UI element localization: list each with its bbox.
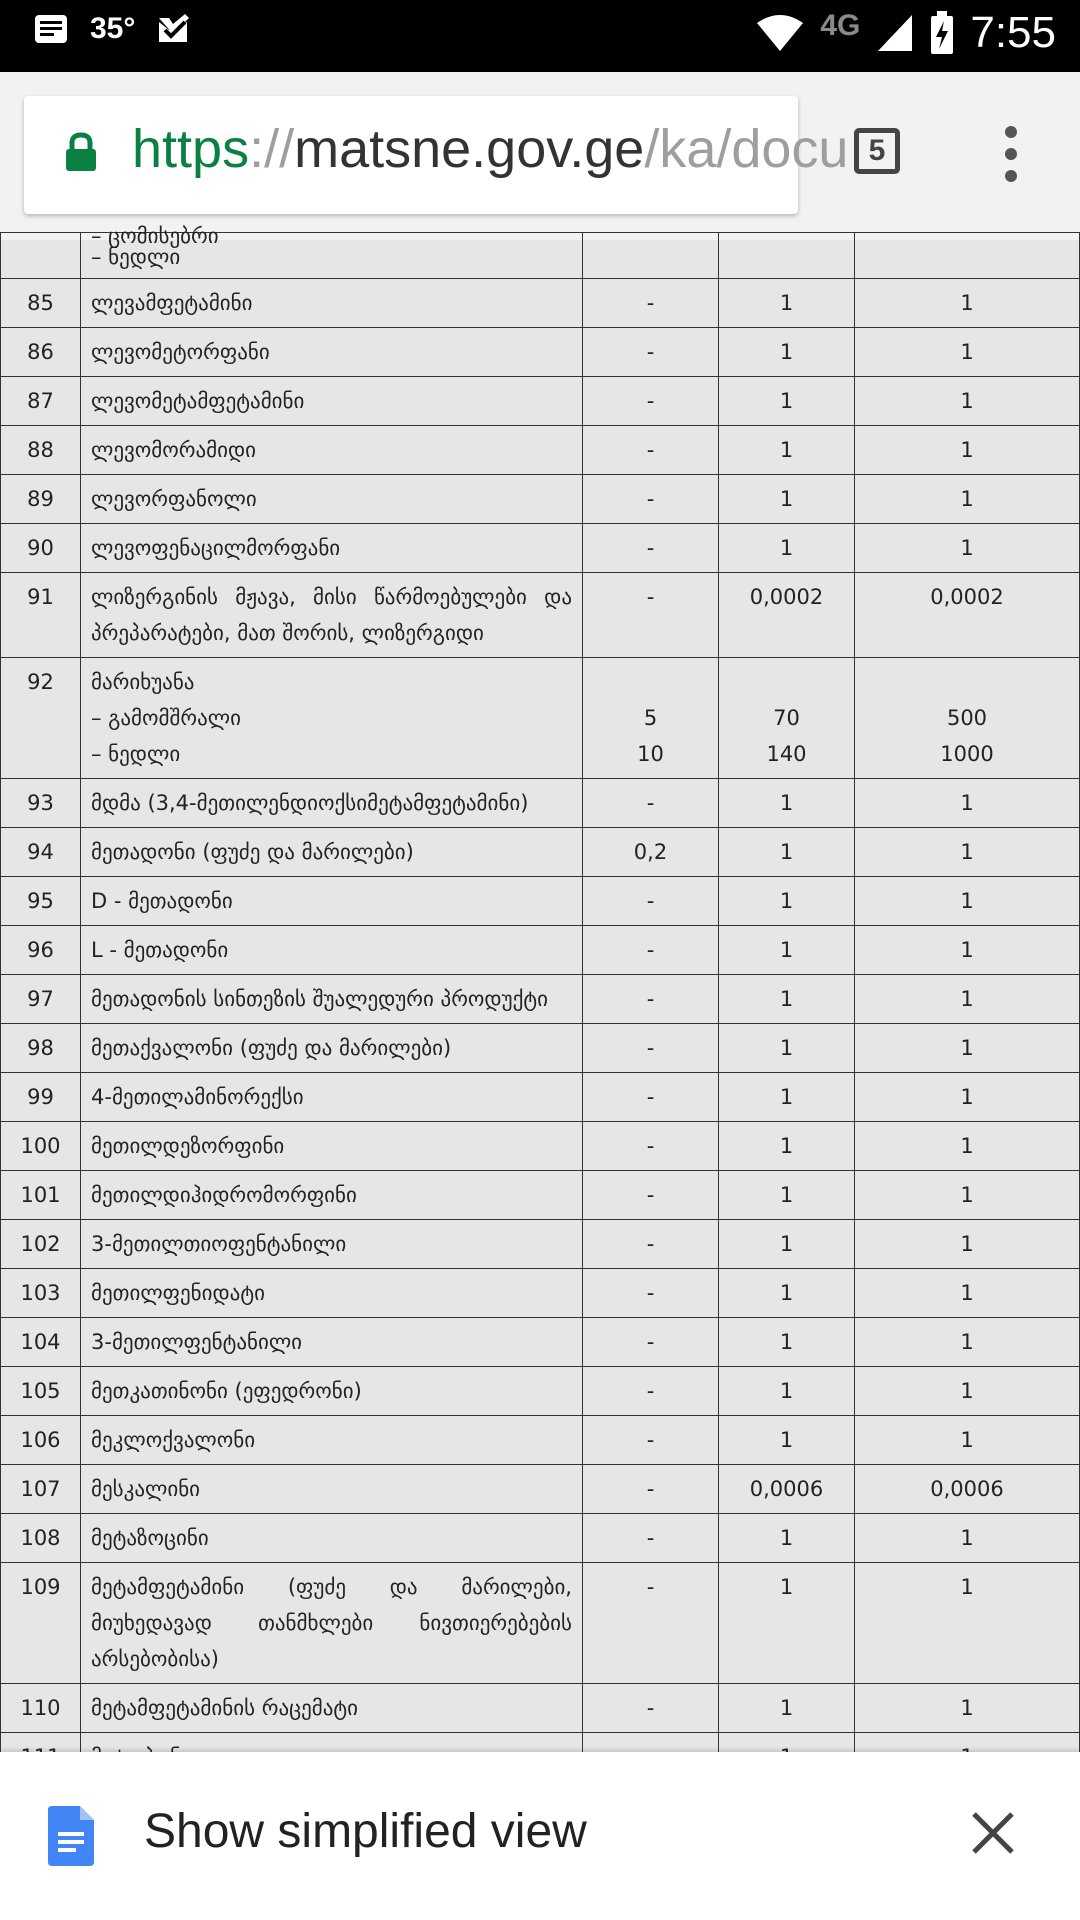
- row-number: 90: [1, 524, 81, 573]
- substance-name: ლევომეტორფანი: [81, 328, 583, 377]
- value-col2: 1: [719, 828, 855, 877]
- substance-name: ლიზერგინის მჟავა, მისი წარმოებულები და პრეპარატები, მათ შორის, ლიზერგიდი: [81, 573, 583, 658]
- menu-dot-icon: [1005, 126, 1017, 138]
- url-host: matsne.gov.ge: [294, 119, 645, 179]
- value-col2: 1: [719, 1684, 855, 1733]
- notification-doc-icon: [34, 14, 68, 44]
- value-col2: 1: [719, 1416, 855, 1465]
- value-col3: 1: [855, 1318, 1080, 1367]
- spacer: [729, 664, 844, 700]
- row-number: 86: [1, 328, 81, 377]
- value-col2: 1: [719, 279, 855, 328]
- table-row: [1, 1220, 1080, 1269]
- network-type: 4G: [820, 9, 861, 42]
- url-path: /ka/docu: [644, 119, 849, 179]
- check-icon: [157, 12, 191, 46]
- row-number: 103: [1, 1269, 81, 1318]
- value-raw: 1000: [940, 742, 994, 766]
- value-col3: 1: [855, 1367, 1080, 1416]
- value-col1: -: [583, 877, 719, 926]
- row-number: 92: [1, 658, 81, 779]
- substance-sub1: – გამომშრალი: [91, 706, 241, 730]
- value-col2: 1: [719, 1318, 855, 1367]
- substance-name: მეთაქვალონი (ფუძე და მარილები): [81, 1024, 583, 1073]
- substance-name: მეტამფეტამინის რაცემატი: [81, 1684, 583, 1733]
- value-col3: 1: [855, 1269, 1080, 1318]
- battery-charging-icon: [930, 11, 954, 55]
- value-col3: 0,0006: [855, 1465, 1080, 1514]
- value-col3: 1: [855, 1171, 1080, 1220]
- simplified-view-banner[interactable]: [0, 1752, 1080, 1920]
- lock-icon: [64, 132, 98, 172]
- row-number: 96: [1, 926, 81, 975]
- substance-name: ლევორფანოლი: [81, 475, 583, 524]
- substance-name: მეკლოქვალონი: [81, 1416, 583, 1465]
- value-col3: 1: [855, 1220, 1080, 1269]
- value-col1: -: [583, 1367, 719, 1416]
- row-number: 99: [1, 1073, 81, 1122]
- table-row: [1, 475, 1080, 524]
- menu-dot-icon: [1005, 148, 1017, 160]
- partial-row-line1: – ცომისებრი: [91, 224, 219, 248]
- value-col3: 1: [855, 475, 1080, 524]
- value-col1: -: [583, 377, 719, 426]
- row-number: 104: [1, 1318, 81, 1367]
- value-col2: 1: [719, 1073, 855, 1122]
- menu-dot-icon: [1005, 170, 1017, 182]
- substance-name: ლევამფეტამინი: [81, 279, 583, 328]
- value-col1: -: [583, 426, 719, 475]
- value-col1: -: [583, 1684, 719, 1733]
- value-col1: -: [583, 1269, 719, 1318]
- substance-name: მეტაზოცინი: [81, 1514, 583, 1563]
- substance-name: ლევოფენაცილმორფანი: [81, 524, 583, 573]
- substance-name: მეთადონი (ფუძე და მარილები): [81, 828, 583, 877]
- value-col1: -: [583, 779, 719, 828]
- value-col1: -: [583, 926, 719, 975]
- tab-switcher-button[interactable]: 5: [854, 128, 900, 174]
- row-number: 98: [1, 1024, 81, 1073]
- value-col1: -: [583, 279, 719, 328]
- table-row-partial: [1, 233, 1080, 279]
- value-raw: 10: [637, 742, 664, 766]
- value-col3: 1: [855, 926, 1080, 975]
- value-col3: 1: [855, 1684, 1080, 1733]
- value-col2: 1: [719, 1122, 855, 1171]
- row-number: 102: [1, 1220, 81, 1269]
- row-number: 107: [1, 1465, 81, 1514]
- substance-name: 4-მეთილამინორექსი: [81, 1073, 583, 1122]
- value-col1: -: [583, 1220, 719, 1269]
- browser-toolbar: [0, 72, 1080, 240]
- value-col3: 1: [855, 779, 1080, 828]
- substance-name: [81, 658, 583, 779]
- table-row: [1, 1024, 1080, 1073]
- substance-name: მეთკათინონი (ეფედრონი): [81, 1367, 583, 1416]
- value-col2: 0,0006: [719, 1465, 855, 1514]
- spacer: [593, 664, 708, 700]
- value-col2: 1: [719, 328, 855, 377]
- table-row: [1, 279, 1080, 328]
- substance-name: მეტამფეტამინი (ფუძე და მარილები, მიუხედავად თანმხლები ნივთიერებების არსებობისა): [81, 1563, 583, 1684]
- substances-table: [0, 224, 1080, 1782]
- substance-name: ლევომორამიდი: [81, 426, 583, 475]
- value-col2: 1: [719, 1220, 855, 1269]
- row-number: 87: [1, 377, 81, 426]
- value-col3: 1: [855, 1416, 1080, 1465]
- table-row: [1, 1465, 1080, 1514]
- row-number: 106: [1, 1416, 81, 1465]
- value-col3: 1: [855, 975, 1080, 1024]
- row-number: 85: [1, 279, 81, 328]
- table-row: [1, 426, 1080, 475]
- url-scheme: https: [132, 119, 250, 179]
- value-col1: -: [583, 1024, 719, 1073]
- value-col2: 0,0002: [719, 573, 855, 658]
- value-col3: 1: [855, 1073, 1080, 1122]
- row-number: 97: [1, 975, 81, 1024]
- row-number: 95: [1, 877, 81, 926]
- table-row: [1, 1318, 1080, 1367]
- page-content[interactable]: [0, 224, 1080, 1752]
- table-row: [1, 975, 1080, 1024]
- temperature: 35°: [90, 12, 136, 45]
- substance-sub2: – ნედლი: [91, 742, 181, 766]
- substance-name: L - მეთადონი: [81, 926, 583, 975]
- value-col2: 1: [719, 1171, 855, 1220]
- value-col2: 1: [719, 1514, 855, 1563]
- value-col3: 1: [855, 377, 1080, 426]
- document-icon: [48, 1806, 94, 1866]
- table-row: [1, 524, 1080, 573]
- substance-name: მეთილდეზორფინი: [81, 1122, 583, 1171]
- value-col1: 0,2: [583, 828, 719, 877]
- value-col1: -: [583, 1563, 719, 1684]
- value-col2: 1: [719, 926, 855, 975]
- value-col3: 0,0002: [855, 573, 1080, 658]
- value-raw: 140: [766, 742, 807, 766]
- row-number: 101: [1, 1171, 81, 1220]
- table-row: [1, 1514, 1080, 1563]
- value-dry: 500: [946, 706, 988, 730]
- table-row: [1, 1563, 1080, 1684]
- close-icon[interactable]: [968, 1808, 1018, 1858]
- value-col2: 1: [719, 779, 855, 828]
- table-row: [1, 573, 1080, 658]
- row-number: 89: [1, 475, 81, 524]
- row-number: 109: [1, 1563, 81, 1684]
- clock: 7:55: [970, 8, 1056, 57]
- table-row: [1, 377, 1080, 426]
- table-row: [1, 658, 1080, 779]
- substance-name: მეთადონის სინთეზის შუალედური პროდუქტი: [81, 975, 583, 1024]
- value-col3: 1: [855, 279, 1080, 328]
- table-row: [1, 926, 1080, 975]
- substance-name: მეთილფენიდატი: [81, 1269, 583, 1318]
- value-col1: -: [583, 328, 719, 377]
- value-col3: 1: [855, 1024, 1080, 1073]
- table-row: [1, 877, 1080, 926]
- value-col1: -: [583, 1465, 719, 1514]
- table-row: [1, 1416, 1080, 1465]
- value-col2: 1: [719, 877, 855, 926]
- url-separator: ://: [249, 119, 295, 179]
- value-col3: [855, 658, 1080, 779]
- value-col1: -: [583, 1171, 719, 1220]
- simplified-view-label[interactable]: Show simplified view: [144, 1805, 587, 1858]
- status-bar: [0, 0, 1080, 72]
- partial-row-line2: – ნედლი: [91, 245, 181, 269]
- row-number: 94: [1, 828, 81, 877]
- value-col1: -: [583, 1122, 719, 1171]
- table-row: [1, 779, 1080, 828]
- table-row: [1, 1269, 1080, 1318]
- value-col3: 1: [855, 828, 1080, 877]
- value-col2: 1: [719, 524, 855, 573]
- value-col2: 1: [719, 1024, 855, 1073]
- value-col2: 1: [719, 475, 855, 524]
- substance-name: 3-მეთილთიოფენტანილი: [81, 1220, 583, 1269]
- url-text[interactable]: [132, 118, 848, 180]
- table-row: [1, 328, 1080, 377]
- value-col1: -: [583, 1318, 719, 1367]
- table-row: [1, 1367, 1080, 1416]
- spacer: [865, 664, 1069, 700]
- table-row: [1, 1122, 1080, 1171]
- value-col1: -: [583, 1514, 719, 1563]
- value-col2: 1: [719, 1269, 855, 1318]
- value-col2: 1: [719, 426, 855, 475]
- table-row: [1, 1171, 1080, 1220]
- value-col1: -: [583, 524, 719, 573]
- value-col3: 1: [855, 328, 1080, 377]
- value-col3: 1: [855, 1122, 1080, 1171]
- value-col2: 1: [719, 1563, 855, 1684]
- table-row: [1, 828, 1080, 877]
- signal-icon: [876, 13, 914, 53]
- substance-name: მდმა (3,4-მეთილენდიოქსიმეტამფეტამინი): [81, 779, 583, 828]
- row-number: 100: [1, 1122, 81, 1171]
- substance-name: მესკალინი: [81, 1465, 583, 1514]
- table-row: [1, 1073, 1080, 1122]
- substance-name: მეთილდიჰიდრომორფინი: [81, 1171, 583, 1220]
- value-col3: 1: [855, 877, 1080, 926]
- more-menu-button[interactable]: [996, 126, 1026, 182]
- value-col2: 1: [719, 1367, 855, 1416]
- row-number: 93: [1, 779, 81, 828]
- value-col1: [583, 658, 719, 779]
- substance-name: 3-მეთილფენტანილი: [81, 1318, 583, 1367]
- substance-name: ლევომეტამფეტამინი: [81, 377, 583, 426]
- value-col3: 1: [855, 524, 1080, 573]
- value-col2: 1: [719, 975, 855, 1024]
- substance-title: მარიხუანა: [91, 670, 195, 694]
- row-number: 91: [1, 573, 81, 658]
- value-col2: 1: [719, 377, 855, 426]
- value-col3: 1: [855, 1563, 1080, 1684]
- table-row: [1, 1684, 1080, 1733]
- row-number: 88: [1, 426, 81, 475]
- value-dry: 70: [773, 706, 800, 730]
- value-col1: -: [583, 475, 719, 524]
- value-dry: 5: [643, 706, 658, 730]
- value-col1: -: [583, 975, 719, 1024]
- row-number: 110: [1, 1684, 81, 1733]
- substance-name: D - მეთადონი: [81, 877, 583, 926]
- value-col1: -: [583, 1073, 719, 1122]
- value-col2: [719, 658, 855, 779]
- value-col3: 1: [855, 1514, 1080, 1563]
- value-col1: -: [583, 573, 719, 658]
- value-col1: -: [583, 1416, 719, 1465]
- row-number: 105: [1, 1367, 81, 1416]
- address-bar[interactable]: [24, 96, 849, 214]
- wifi-icon: [756, 13, 804, 53]
- row-number: 108: [1, 1514, 81, 1563]
- value-col3: 1: [855, 426, 1080, 475]
